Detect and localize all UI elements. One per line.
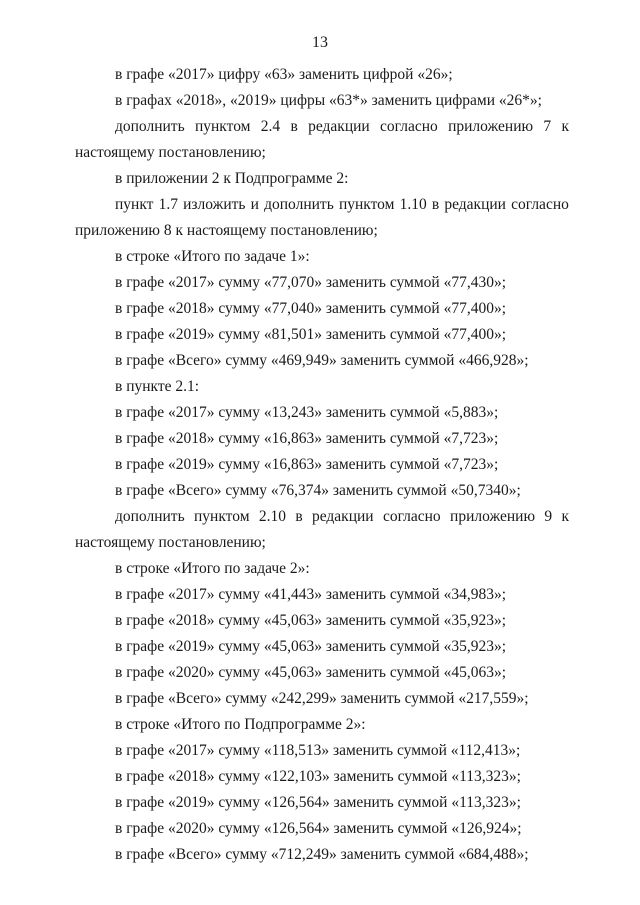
document-line: в графе «2020» сумму «45,063» заменить суммой «45,063»; [115, 664, 507, 681]
word: редакции [311, 508, 374, 525]
document-line: в графе «2019» сумму «45,063» заменить суммой «35,923»; [115, 638, 507, 655]
document-line: в графе «2019» сумму «16,863» заменить суммой «7,723»; [115, 456, 499, 473]
word: к [561, 508, 569, 525]
document-line: в графе «2017» сумму «13,243» заменить суммой «5,883»; [115, 404, 499, 421]
word: 9 [544, 508, 553, 525]
document-line: в графе «2019» сумму «126,564» заменить суммой «113,323»; [115, 794, 521, 811]
word: приложению [448, 118, 534, 135]
word: редакции [308, 118, 370, 135]
word: пунктом [194, 118, 251, 135]
document-line: в графе «2018» сумму «16,863» заменить суммой «7,723»; [115, 430, 499, 447]
word: 2.4 [260, 118, 281, 135]
word: 1.7 [158, 196, 178, 213]
document-line: в графе «Всего» сумму «712,249» заменить суммой «684,488»; [115, 846, 529, 863]
document-line: приложению 8 к настоящему постановлению; [75, 222, 378, 239]
word: дополнить [115, 118, 185, 135]
document-line: в графе «2017» сумму «41,443» заменить суммой «34,983»; [115, 586, 507, 603]
word: 1.10 [399, 196, 427, 213]
word: приложению [450, 508, 536, 525]
word: изложить [183, 196, 246, 213]
document-line: настоящему постановлению; [75, 144, 266, 161]
document-line: в графе «2017» сумму «118,513» заменить суммой «112,413»; [115, 742, 521, 759]
document-line [75, 192, 569, 218]
word: редакции [444, 196, 506, 213]
document-line: в графах «2018», «2019» цифры «63*» заменить цифрами «26*»; [115, 92, 542, 109]
word: дополнить [264, 196, 334, 213]
word: согласно [511, 196, 569, 213]
word: пункт [115, 196, 154, 213]
word: в [290, 118, 298, 135]
document-body [75, 62, 569, 868]
word: согласно [380, 118, 438, 135]
document-line: в строке «Итого по задаче 2»: [115, 560, 310, 577]
document-line: в графе «2020» сумму «126,564» заменить суммой «126,924»; [115, 820, 522, 837]
document-line: в строке «Итого по задаче 1»: [115, 248, 310, 265]
word: 7 [543, 118, 552, 135]
document-line: в строке «Итого по Подпрограмме 2»: [115, 716, 366, 733]
word: пунктом [338, 196, 395, 213]
document-line: в графе «2018» сумму «45,063» заменить суммой «35,923»; [115, 612, 507, 629]
word: пунктом [194, 508, 250, 525]
document-line: в приложении 2 к Подпрограмме 2: [115, 170, 349, 187]
document-line [75, 504, 569, 530]
word: в [295, 508, 303, 525]
document-line: в графе «Всего» сумму «469,949» заменить суммой «466,928»; [115, 352, 529, 369]
word: в [431, 196, 440, 213]
document-line: настоящему постановлению; [75, 534, 266, 551]
word: 2.10 [258, 508, 286, 525]
document-line: в графе «2018» сумму «77,040» заменить суммой «77,400»; [115, 300, 507, 317]
document-line [75, 114, 569, 140]
word: согласно [382, 508, 441, 525]
word: дополнить [115, 508, 185, 525]
page-number: 13 [312, 34, 328, 51]
document-line: в графе «2019» сумму «81,501» заменить суммой «77,400»; [115, 326, 507, 343]
word: и [250, 196, 259, 213]
document-line: в графе «Всего» сумму «242,299» заменить суммой «217,559»; [115, 690, 529, 707]
word: к [561, 118, 569, 135]
document-line: в графе «2017» сумму «77,070» заменить суммой «77,430»; [115, 274, 507, 291]
document-line: в графе «2018» сумму «122,103» заменить суммой «113,323»; [115, 768, 521, 785]
document-line: в пункте 2.1: [115, 378, 200, 395]
document-line: в графе «2017» цифру «63» заменить цифрой «26»; [115, 66, 453, 83]
document-line: в графе «Всего» сумму «76,374» заменить суммой «50,7340»; [115, 482, 521, 499]
